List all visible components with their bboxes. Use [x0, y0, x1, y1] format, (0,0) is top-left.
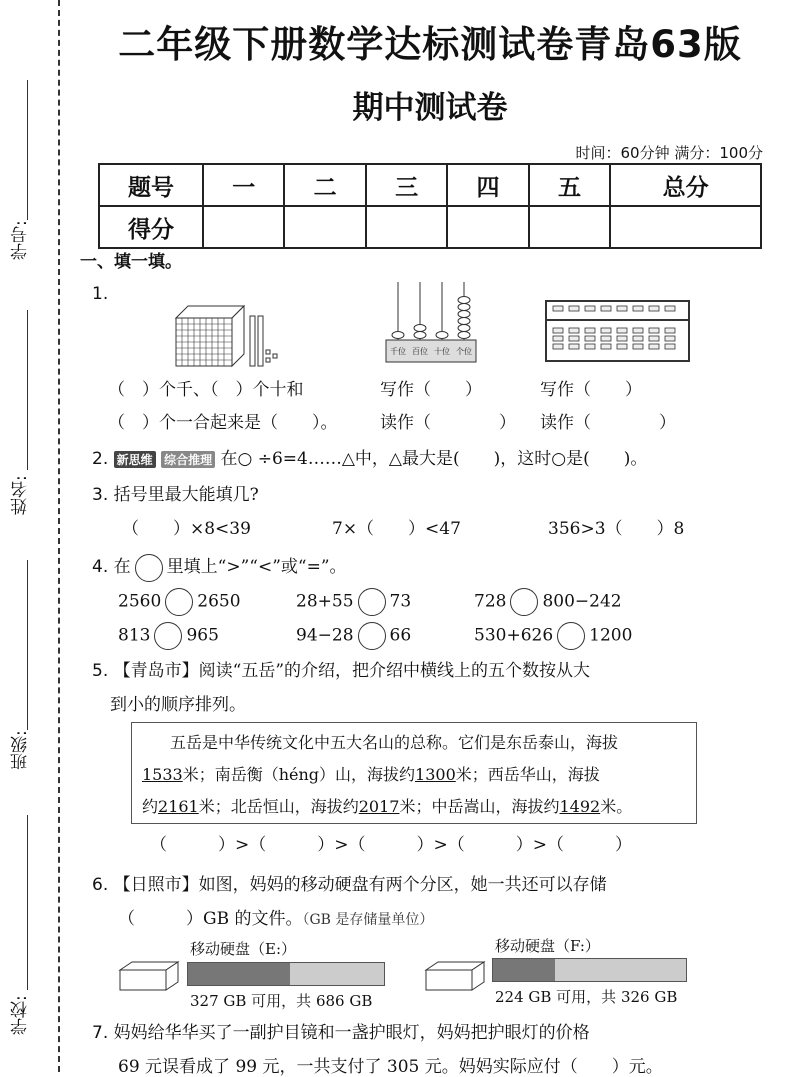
score-input-cell[interactable] [447, 206, 528, 248]
q5-box-text: 米；西岳华山，海拔 [455, 765, 600, 784]
height-value: 2161 [158, 797, 199, 816]
q6-line1 [92, 870, 607, 895]
q2-tag: 新思维 [114, 451, 156, 468]
score-cell: 得分 [99, 206, 203, 248]
q6-line2 [118, 904, 433, 929]
q1-read2: 读作（ ） [540, 413, 676, 433]
q4-item [118, 588, 241, 616]
score-input-cell[interactable] [366, 206, 447, 248]
q7-line1 [92, 1018, 590, 1043]
score-input-cell[interactable] [610, 206, 761, 248]
q1-read1: 读作（ ） [380, 413, 516, 433]
binding-dashed-line [58, 0, 60, 1072]
abacus-label: 百位 [412, 347, 428, 356]
score-cell: 五 [529, 164, 610, 206]
banji-label: 班级: [11, 730, 31, 770]
drive-f-capacity: 224 GB 可用，共 326 GB [495, 988, 678, 1006]
q4-right: 965 [186, 625, 219, 646]
q2-number: 2. [92, 449, 109, 469]
q3-a: （ ）×8<39 [122, 519, 251, 539]
q5-order: （ ）>（ ）>（ ）>（ ）>（ ） [150, 835, 632, 855]
q4-item [296, 622, 411, 650]
q4-left: 728 [474, 591, 507, 612]
exam-meta: 时间：60分钟 满分：100分 [575, 144, 763, 162]
q4-left: 2560 [118, 591, 162, 612]
q4-left: 94−28 [296, 625, 354, 646]
q2-text: 在○ ÷6=4……△中，△最大是( )，这时○是( )。 [220, 449, 648, 469]
compare-circle[interactable] [154, 622, 182, 650]
q4-right: 2650 [197, 591, 241, 612]
q1-line2: （ ）个一合起来是（ ）。 [108, 413, 338, 433]
abacus-label: 十位 [434, 347, 450, 356]
compare-circle [135, 554, 163, 582]
q7-text2: 69 元误看成了 99 元，一共支付了 305 元。妈妈实际应付（ ）元。 [118, 1057, 663, 1077]
q3-number: 3. [92, 485, 109, 505]
q5-text1: 【青岛市】阅读“五岳”的介绍，把介绍中横线上的五个数按从大 [113, 661, 591, 681]
q1-line1: （ ）个千、（ ）个十和 [108, 380, 304, 400]
q4-right: 73 [389, 591, 412, 612]
q5-box-text: 米。 [600, 797, 633, 816]
drive-e-used [188, 963, 290, 985]
q6-text2: （ ）GB 的文件。 [118, 909, 303, 929]
xuexiao-label: 学校: [11, 995, 31, 1035]
section-heading: 一、填一填。 [80, 252, 182, 272]
drive-e-label: 移动硬盘（E:） [190, 940, 297, 958]
q5-text2: 到小的顺序排列。 [110, 695, 246, 715]
page-subtitle: 期中测试卷 [352, 90, 508, 126]
xingming-line [27, 310, 28, 470]
base-ten-blocks-image [170, 298, 285, 370]
score-row [99, 206, 761, 248]
q4-item [118, 622, 219, 650]
q4-right: 800−242 [542, 591, 622, 612]
drive-f-label: 移动硬盘（F:） [495, 937, 600, 955]
q5-box-line3 [142, 794, 632, 817]
q1-write1: 写作（ ） [380, 380, 482, 400]
q5-box-text: 米；南岳衡（héng）山，海拔约 [182, 765, 416, 784]
height-value: 1300 [415, 765, 456, 784]
q1-number: 1. [92, 284, 109, 304]
q4-text-b: 里填上“>”“<”或“=”。 [166, 557, 347, 577]
score-cell: 二 [284, 164, 365, 206]
abacus-label: 个位 [456, 347, 472, 356]
drive-f-used [493, 959, 555, 981]
q6-text1: 【日照市】如图，妈妈的移动硬盘有两个分区，她一共还可以存储 [113, 875, 607, 895]
q5-line1 [92, 656, 590, 681]
drive-icon [118, 960, 180, 992]
xingming-label: 姓名: [11, 475, 31, 515]
compare-circle[interactable] [510, 588, 538, 616]
score-input-cell[interactable] [284, 206, 365, 248]
drive-icon [424, 960, 486, 992]
score-cell: 一 [203, 164, 284, 206]
q6-note: （GB 是存储量单位） [302, 912, 434, 928]
q4-item [474, 588, 622, 616]
q4-left: 530+626 [474, 625, 554, 646]
q5-box-line2 [142, 762, 600, 785]
score-cell: 总分 [610, 164, 761, 206]
q4-number: 4. [92, 557, 109, 577]
q4-right: 66 [389, 625, 412, 646]
q4-right: 1200 [589, 625, 633, 646]
score-cell: 题号 [99, 164, 203, 206]
score-input-cell[interactable] [529, 206, 610, 248]
score-table [98, 163, 762, 249]
banji-line [27, 560, 28, 730]
q3-line [92, 480, 259, 505]
q3-c: 356>3（ ）8 [548, 519, 685, 539]
height-value: 2017 [358, 797, 400, 816]
score-cell: 四 [447, 164, 528, 206]
abacus-image [380, 280, 480, 364]
score-cell: 三 [366, 164, 447, 206]
q5-box-text: 米；北岳恒山，海拔约 [198, 797, 359, 816]
height-value: 1492 [559, 797, 601, 816]
drive-e-capacity: 327 GB 可用，共 686 GB [190, 992, 373, 1010]
compare-circle[interactable] [165, 588, 193, 616]
abacus-label: 千位 [390, 347, 406, 356]
compare-circle[interactable] [557, 622, 585, 650]
score-header-row [99, 164, 761, 206]
xuexiao-line [27, 815, 28, 990]
q2-line [92, 444, 647, 469]
q5-box-text: 约 [142, 797, 159, 816]
q4-left: 28+55 [296, 591, 354, 612]
drive-f-bar [492, 958, 687, 982]
q4-line [92, 552, 347, 582]
suanpan-image [545, 300, 690, 362]
height-value: 1533 [142, 765, 183, 784]
q3-text: 括号里最大能填几? [113, 485, 259, 505]
xuehao-label: 学号: [11, 220, 31, 260]
q4-text-a: 在 [113, 557, 131, 577]
q5-number: 5. [92, 661, 109, 681]
drive-e-bar [187, 962, 385, 986]
q6-number: 6. [92, 875, 109, 895]
q4-left: 813 [118, 625, 151, 646]
q5-box-text: 米；中岳嵩山，海拔约 [399, 797, 560, 816]
q2-tag-type: 综合推理 [161, 451, 215, 468]
q5-box-line1: 五岳是中华传统文化中五大名山的总称。它们是东岳泰山，海拔 [170, 733, 619, 752]
q7-number: 7. [92, 1023, 109, 1043]
compare-circle[interactable] [358, 622, 386, 650]
compare-circle[interactable] [358, 588, 386, 616]
q4-item [296, 588, 411, 616]
xuehao-line [27, 80, 28, 220]
q4-item [474, 622, 632, 650]
q1-write2: 写作（ ） [540, 380, 642, 400]
page-title: 二年级下册数学达标测试卷青岛63版 [118, 23, 742, 66]
q3-b: 7×（ ）<47 [332, 519, 461, 539]
score-input-cell[interactable] [203, 206, 284, 248]
q7-text1: 妈妈给华华买了一副护目镜和一盏护眼灯，妈妈把护眼灯的价格 [113, 1023, 590, 1043]
